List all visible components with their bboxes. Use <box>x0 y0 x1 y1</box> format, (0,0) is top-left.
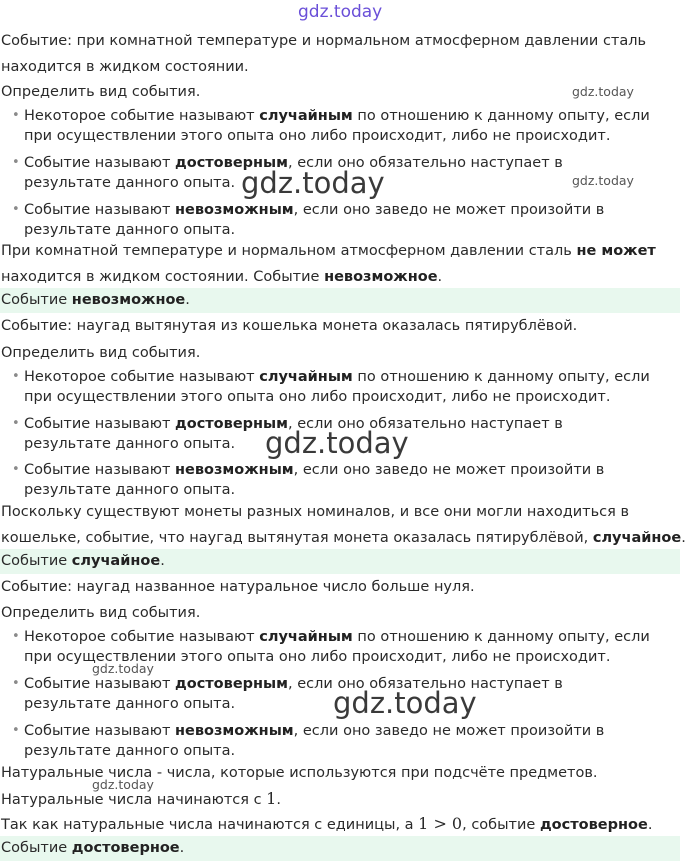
watermark: gdz.today <box>265 426 409 460</box>
event-text: Событие: наугад названное натуральное число больше нуля. <box>1 579 475 595</box>
definition-certain: • Событие называют достоверным, если оно обязательно наступает в результате данного опыта. <box>24 674 644 714</box>
definition-certain: • Событие называют достоверным, если оно обязательно наступает в результате данного опыта. <box>24 414 644 454</box>
event-text: Событие: наугад вытянутая из кошелька монета оказалась пятирублёвой. <box>1 318 578 334</box>
definition-random: • Некоторое событие называют случайным по отношению к данному опыту, если при осуществлении этого опыта оно либо происходит, либо не происходит. <box>24 106 674 146</box>
definition-impossible: • Событие называют невозможным, если оно заведо не может произойти в результате данного опыта. <box>24 200 684 240</box>
solution-text: Натуральные числа - числа, которые используются при подсчёте предметов. <box>1 765 598 781</box>
solution-text: находится в жидком состоянии. Событие невозможное. <box>1 269 443 285</box>
watermark: gdz.today <box>92 777 154 792</box>
task-text: Определить вид события. <box>1 84 201 100</box>
definition-certain: • Событие называют достоверным, если оно обязательно наступает в результате данного опыта. <box>24 153 644 193</box>
answer-box: Событие невозможное. <box>0 288 680 313</box>
solution-text: Натуральные числа начинаются с 1. <box>1 789 281 808</box>
watermark: gdz.today <box>572 173 634 188</box>
watermark: gdz.today <box>298 2 383 22</box>
event-text: находится в жидком состоянии. <box>1 59 249 75</box>
answer-box: Событие достоверное. <box>0 836 680 861</box>
task-text: Определить вид события. <box>1 345 201 361</box>
watermark: gdz.today <box>333 686 477 720</box>
definition-impossible: • Событие называют невозможным, если оно заведо не может произойти в результате данного опыта. <box>24 460 684 500</box>
definition-random: • Некоторое событие называют случайным по отношению к данному опыту, если при осуществлении этого опыта оно либо происходит, либо не происходит. <box>24 627 674 667</box>
watermark: gdz.today <box>572 84 634 99</box>
solution-text: кошельке, событие, что наугад вытянутая монета оказалась пятирублёвой, случайное. <box>1 530 686 546</box>
answer-box: Событие случайное. <box>0 549 680 574</box>
solution-text: Поскольку существуют монеты разных номиналов, и все они могли находиться в <box>1 504 629 520</box>
watermark: gdz.today <box>92 661 154 676</box>
definition-random: • Некоторое событие называют случайным по отношению к данному опыту, если при осуществлении этого опыта оно либо происходит, либо не происходит. <box>24 367 674 407</box>
watermark: gdz.today <box>241 166 385 200</box>
task-text: Определить вид события. <box>1 605 201 621</box>
definition-impossible: • Событие называют невозможным, если оно заведо не может произойти в результате данного опыта. <box>24 721 684 761</box>
solution-text: При комнатной температуре и нормальном атмосферном давлении сталь не может <box>1 243 656 259</box>
solution-text: Так как натуральные числа начинаются с единицы, а 1 > 0, событие достоверное. <box>1 814 653 833</box>
event-text: Событие: при комнатной температуре и нормальном атмосферном давлении сталь <box>1 33 647 49</box>
